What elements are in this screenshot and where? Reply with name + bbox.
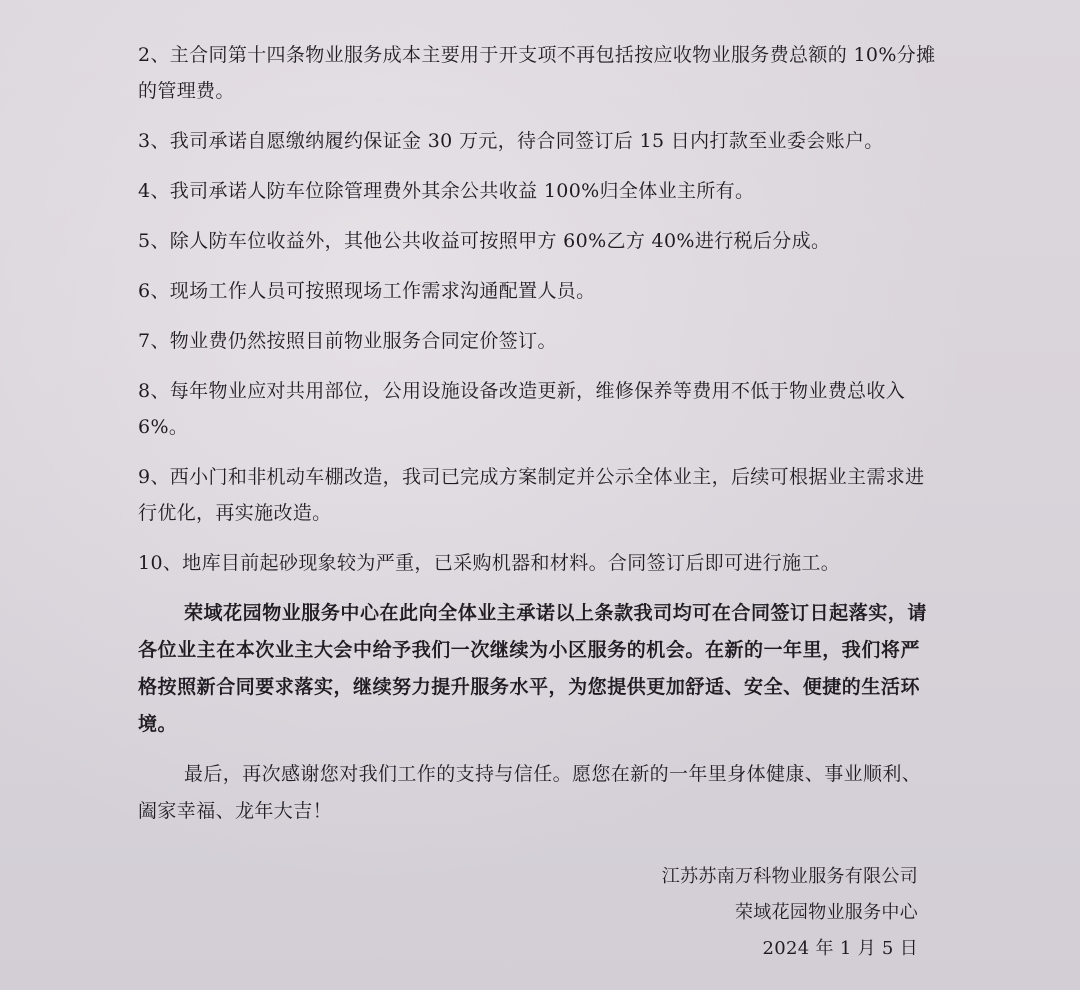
item-number: 7、 (138, 330, 170, 352)
item-text: 物业费仍然按照目前物业服务合同定价签订。 (169, 330, 557, 352)
item-number: 4、 (138, 180, 170, 202)
item-number: 3、 (138, 130, 170, 152)
list-item (138, 373, 938, 445)
item-text: 西小门和非机动车棚改造，我司已完成方案制定并公示全体业主，后续可根据业主需求进行优化，再实施改造。 (138, 466, 925, 524)
item-number: 6、 (138, 280, 170, 302)
list-item (138, 459, 938, 531)
item-number: 10、 (138, 552, 183, 574)
item-text: 现场工作人员可按照现场工作需求沟通配置人员。 (169, 280, 596, 302)
signature-block (662, 859, 918, 967)
list-item (138, 323, 938, 359)
closing-paragraph: 最后，再次感谢您对我们工作的支持与信任。愿您在新的一年里身体健康、事业顺利、阖家幸福、龙年大吉！ (138, 763, 922, 822)
list-item (138, 123, 938, 159)
item-number: 5、 (138, 230, 170, 252)
list-item (138, 37, 938, 109)
document-body (138, 37, 938, 830)
list-item (138, 273, 938, 309)
item-text: 每年物业应对共用部位，公用设施设备改造更新，维修保养等费用不低于物业费总收入 6%。 (138, 380, 906, 438)
item-text: 除人防车位收益外，其他公共收益可按照甲方 60%乙方 40%进行税后分成。 (169, 230, 831, 252)
list-item (138, 545, 938, 581)
item-number: 8、 (138, 380, 170, 402)
item-number: 2、 (138, 44, 170, 66)
item-text: 我司承诺人防车位除管理费外其余公共收益 100%归全体业主所有。 (169, 180, 755, 202)
list-item (138, 173, 938, 209)
item-text: 地库目前起砂现象较为严重，已采购机器和材料。合同签订后即可进行施工。 (182, 552, 841, 574)
item-number: 9、 (138, 466, 170, 488)
list-item (138, 223, 938, 259)
item-text: 主合同第十四条物业服务成本主要用于开支项不再包括按应收物业服务费总额的 10%分摊的管理费。 (138, 44, 936, 102)
commitment-paragraph: 荣域花园物业服务中心在此向全体业主承诺以上条款我司均可在合同签订日起落实，请各位业主在本次业主大会中给予我们一次继续为小区服务的机会。在新的一年里，我们将严格按照新合同要求落实，继续努力提升服务水平，为您提供更加舒适、安全、便捷的生活环境。 (138, 602, 927, 735)
item-text: 我司承诺自愿缴纳履约保证金 30 万元，待合同签订后 15 日内打款至业委会账户。 (169, 130, 884, 152)
signature-date: 2024 年 1 月 5 日 (762, 938, 918, 959)
signature-company: 江苏苏南万科物业服务有限公司 (661, 866, 918, 887)
signature-center: 荣域花园物业服务中心 (735, 902, 918, 923)
